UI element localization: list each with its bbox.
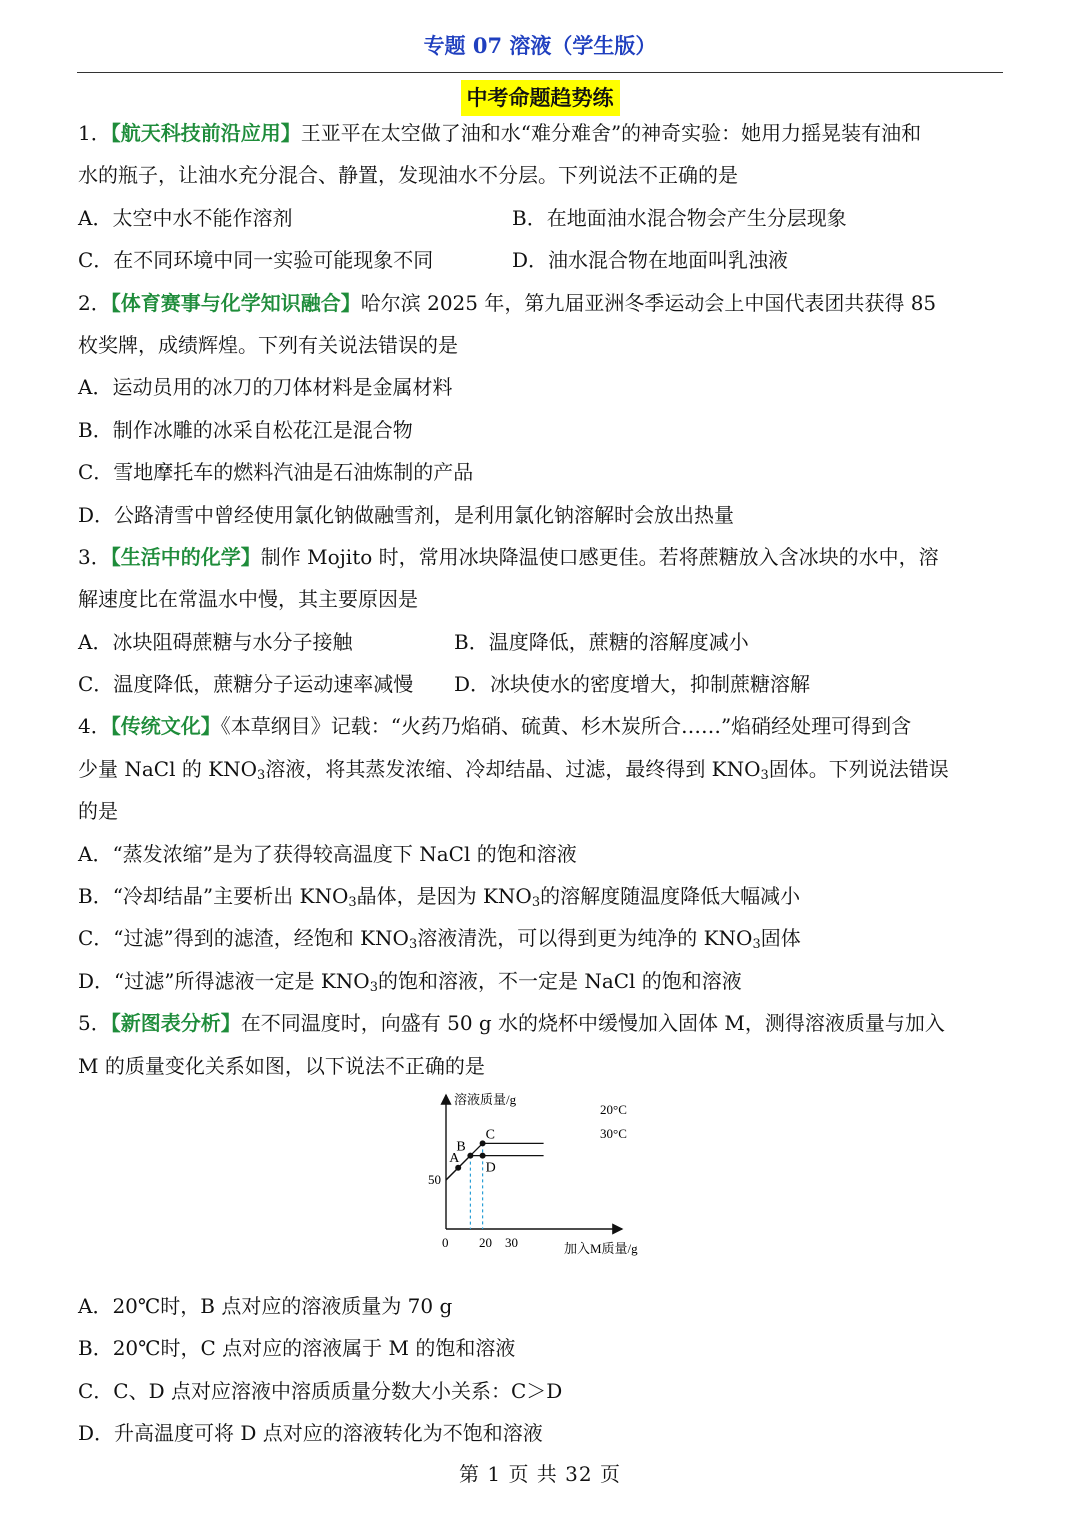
points-layer: [449, 1127, 496, 1175]
q2-line2: 枚奖牌，成绩辉煌。下列有关说法错误的是: [78, 332, 458, 357]
q2-option-a: A．运动员用的冰刀的刀体材料是金属材料: [78, 375, 453, 400]
point-label-a: A: [449, 1150, 460, 1166]
point-label-c: C: [485, 1127, 495, 1143]
q1-options-cd: [78, 239, 1006, 281]
page-footer: 第 1 页 共 32 页: [459, 1462, 621, 1486]
q3-option-b: B．温度降低，蔗糖的溶解度减小: [454, 629, 749, 654]
q1-tag: 【航天科技前沿应用】: [110, 121, 301, 145]
q1-option-b: B．在地面油水混合物会产生分层现象: [512, 205, 847, 230]
x-tick-20: 20: [479, 1234, 492, 1250]
header-divider: [77, 72, 1003, 73]
q4-option-c: C．“过滤”得到的滤渣，经饱和 $KNO_3$溶液清洗，可以得到更为纯净的 $KNO_3$固体: [78, 926, 801, 953]
q4-option-d: D．“过滤”所得滤液一定是 $KNO_3$的饱和溶液，不一定是 NaCl 的饱和溶液: [78, 968, 742, 995]
q2-line1: 2．【体育赛事与化学知识融合】哈尔滨 2025 年，第九届亚洲冬季运动会上中国代表团共获得 85: [78, 290, 937, 315]
chart-container: [78, 1087, 1006, 1285]
q4-tag: 【传统文化】: [110, 714, 221, 739]
y-tick-50: 50: [428, 1171, 441, 1187]
q2-option-b: B．制作冰雕的冰采自松花江是混合物: [78, 417, 413, 442]
q3-option-d: D．冰块使水的密度增大，抑制蔗糖溶解: [454, 672, 811, 697]
q3-options-cd: [78, 663, 1006, 705]
q2-tag: 【体育赛事与化学知识融合】: [110, 290, 361, 315]
question-list: [78, 112, 1006, 1455]
q2-option-d: D．公路清雪中曾经使用氯化钠做融雪剂，是利用氯化钠溶解时会放出热量: [78, 502, 735, 527]
q4-option-a: A．“蒸发浓缩”是为了获得较高温度下 NaCl 的饱和溶液: [78, 841, 577, 866]
q5-line1: 5．【新图表分析】在不同温度时，向盛有 50 g 水的烧杯中缓慢加入固体 M，测得溶液质量与加入: [78, 1011, 945, 1036]
origin-label: 0: [442, 1234, 449, 1250]
q4-line1: 4．【传统文化】《本草纲目》记载：“火药乃焰硝、硫黄、杉木炭所合……”焰硝经处理可得到含: [78, 714, 912, 739]
q1-option-c: C．在不同环境中同一实验可能现象不同: [78, 248, 434, 273]
x-tick-30: 30: [505, 1234, 518, 1250]
q1-line1: 1．【航天科技前沿应用】王亚平在太空做了油和水“难分难舍”的神奇实验：她用力摇晃装有油和: [78, 121, 922, 145]
solubility-chart: [422, 1087, 662, 1283]
q1-option-d: D．油水混合物在地面叫乳浊液: [512, 248, 789, 273]
q4-option-b: B．“冷却结晶”主要析出 $KNO_3$晶体，是因为 $KNO_3$的溶解度随温度降低大幅减小: [78, 884, 801, 911]
header-title: 专题 07 溶液（学生版）: [423, 33, 657, 58]
point-b: [467, 1153, 473, 1159]
q5-option-d: D．升高温度可将 D 点对应的溶液转化为不饱和溶液: [78, 1421, 543, 1446]
series-layer: [446, 1143, 544, 1229]
section-title: 中考命题趋势练: [461, 80, 620, 116]
point-label-d: D: [485, 1160, 496, 1176]
q1-options-ab: [78, 197, 1006, 239]
q3-options-ab: [78, 621, 1006, 663]
point-d: [480, 1153, 486, 1159]
x-axis-label: 加入M质量/g: [564, 1240, 638, 1256]
q3-tag: 【生活中的化学】: [110, 544, 261, 569]
legend-20c: 20°C: [600, 1101, 627, 1117]
q3-line1: 3．【生活中的化学】制作 Mojito 时，常用冰块降温使口感更佳。若将蔗糖放入含冰块的水中，溶: [78, 544, 939, 569]
point-label-b: B: [456, 1139, 466, 1155]
q3-option-a: A．冰块阻碍蔗糖与水分子接触: [78, 629, 353, 654]
q2-option-c: C．雪地摩托车的燃料汽油是石油炼制的产品: [78, 460, 474, 485]
q5-option-b: B．20℃时，C 点对应的溶液属于 M 的饱和溶液: [78, 1336, 516, 1361]
legend-30c: 30°C: [600, 1125, 627, 1141]
y-axis-label: 溶液质量/g: [454, 1091, 517, 1107]
q5-line2: M 的质量变化关系如图，以下说法不正确的是: [78, 1053, 485, 1078]
q3-line2: 解速度比在常温水中慢，其主要原因是: [78, 587, 418, 612]
q1-option-a: A．太空中水不能作溶剂: [78, 205, 293, 230]
q1-line2: 水的瓶子，让油水充分混合、静置，发现油水不分层。下列说法不正确的是: [78, 163, 738, 188]
q5-option-c: C．C、D 点对应溶液中溶质质量分数大小关系：C＞D: [78, 1378, 563, 1403]
q4-line2: 少量 NaCl 的 $KNO_3$溶液，将其蒸发浓缩、冷却结晶、过滤，最终得到 $KNO_3$固体。下列说法错误: [78, 756, 949, 783]
q3-option-c: C．温度降低，蔗糖分子运动速率减慢: [78, 672, 414, 697]
q4-line3: 的是: [78, 799, 118, 824]
q5-tag: 【新图表分析】: [110, 1011, 241, 1036]
q5-option-a: A．20℃时，B 点对应的溶液质量为 70 g: [78, 1293, 453, 1318]
